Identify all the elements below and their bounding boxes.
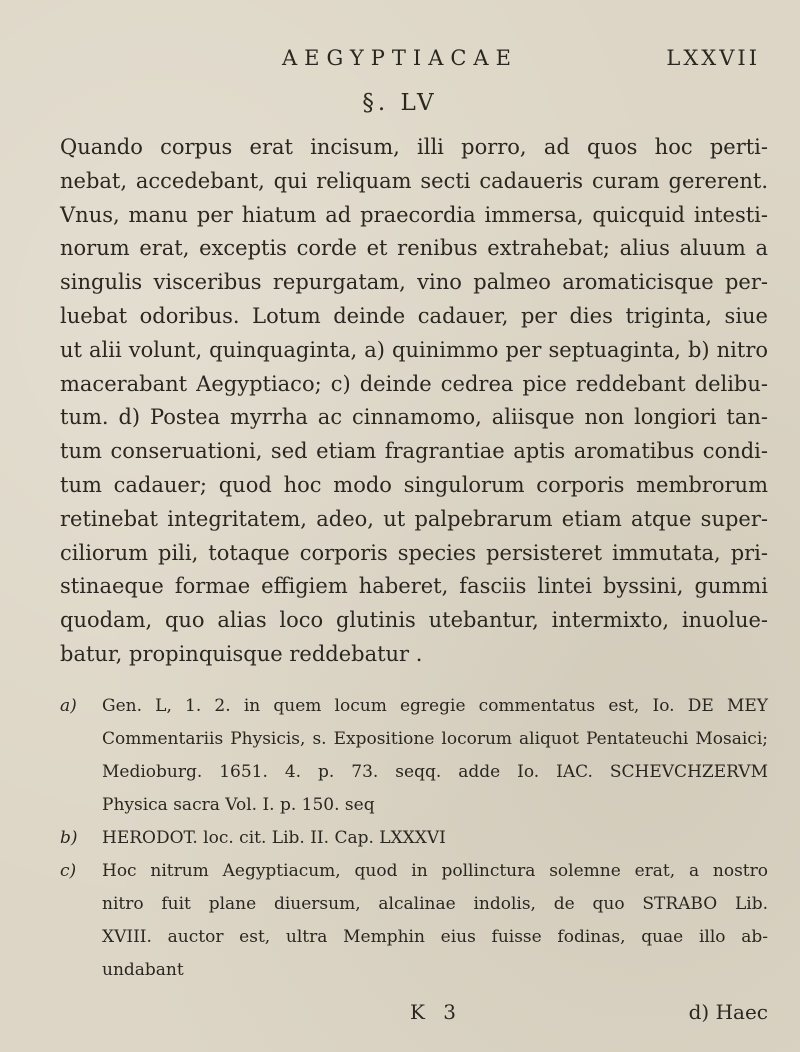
text-line: luebat odoribus. Lotum deinde cadauer, per dies triginta, siue [60,303,768,328]
footnote-text: Gen. L, 1. 2. in quem locum egregie commentatus est, Io. DE MEY [102,696,768,716]
text-line: tum cadauer; quod hoc modo singulorum corporis membrorum [60,472,768,497]
text-line: Quando corpus erat incisum, illi porro, ad quos hoc perti- [60,135,768,159]
footnote-line [60,756,768,789]
text-line: macerabant Aegyptiaco; c) deinde cedrea pice reddebant delibu- [60,371,768,396]
footnote-marker: a) [60,696,77,716]
text-line: Vnus, manu per hiatum ad praecordia immersa, quicquid intesti- [60,202,768,227]
footnote-marker: b) [60,828,78,848]
footnote-line [60,822,768,855]
footnote-text: nitro fuit plane diuersum, alcalinae indolis, de quo STRABO Lib. [102,894,768,914]
section-heading: §. LV [362,90,438,116]
text-line: tum conseruationi, sed etiam fragrantiae aptis aromatibus condi- [60,439,768,464]
text-line: ut alii volunt, quinquaginta, a) quinimmo per septuaginta, b) nitro [60,337,768,362]
footnote-line [60,855,768,888]
footnote-text: Commentariis Physicis, s. Expositione locorum aliquot Pentateuchi Mosaici; [102,729,768,749]
text-line: singulis visceribus repurgatam, vino palmeo aromaticisque per- [60,270,768,295]
footnote-text: undabant [102,960,184,980]
footnote-marker: c) [60,861,77,881]
page-number: LXXVII [666,46,760,70]
body-paragraph [60,131,768,672]
footnote-text: Medioburg. 1651. 4. p. 73. seqq. adde Io. IAC. SCHEVCHZERVM [102,762,768,782]
text-line: norum erat, exceptis corde et renibus extrahebat; alius aluum a [60,236,768,261]
footnote-text: Hoc nitrum Aegyptiacum, quod in pollinctura solemne erat, a nostro [102,861,768,881]
footnote-line [60,690,768,723]
text-line: nebat, accedebant, qui reliquam secti cadaueris curam gererent. [60,168,768,193]
signature-mark: K 3 [410,1000,463,1024]
page-footer [60,1000,768,1030]
text-line: retinebat integritatem, adeo, ut palpebrarum etiam atque super- [60,506,768,531]
catchword: d) Haec [688,1000,768,1024]
footnote-line [60,954,768,987]
footnote-text: Physica sacra Vol. I. p. 150. seq [102,795,375,815]
footnote-text: HERODOT. loc. cit. Lib. II. Cap. LXXXVI [102,828,446,848]
footnote-line [60,888,768,921]
text-line: tum. d) Postea myrrha ac cinnamomo, aliisque non longiori tan- [60,405,768,430]
footnote-line [60,723,768,756]
running-title: AEGYPTIACAE [282,46,518,70]
text-line: quodam, quo alias loco glutinis utebantur, intermixto, inuolue- [60,608,768,633]
text-line: stinaeque formae effigiem haberet, fasciis lintei byssini, gummi [60,574,768,599]
page-header [60,44,760,78]
footnotes [60,690,768,987]
text-line: ciliorum pili, totaque corporis species persisteret immutata, pri- [60,540,768,565]
footnote-line [60,789,768,822]
footnote-text: XVIII. auctor est, ultra Memphin eius fuisse fodinas, quae illo ab- [102,927,768,947]
footnote-line [60,921,768,954]
text-line: batur, propinquisque reddebatur . [60,641,423,666]
